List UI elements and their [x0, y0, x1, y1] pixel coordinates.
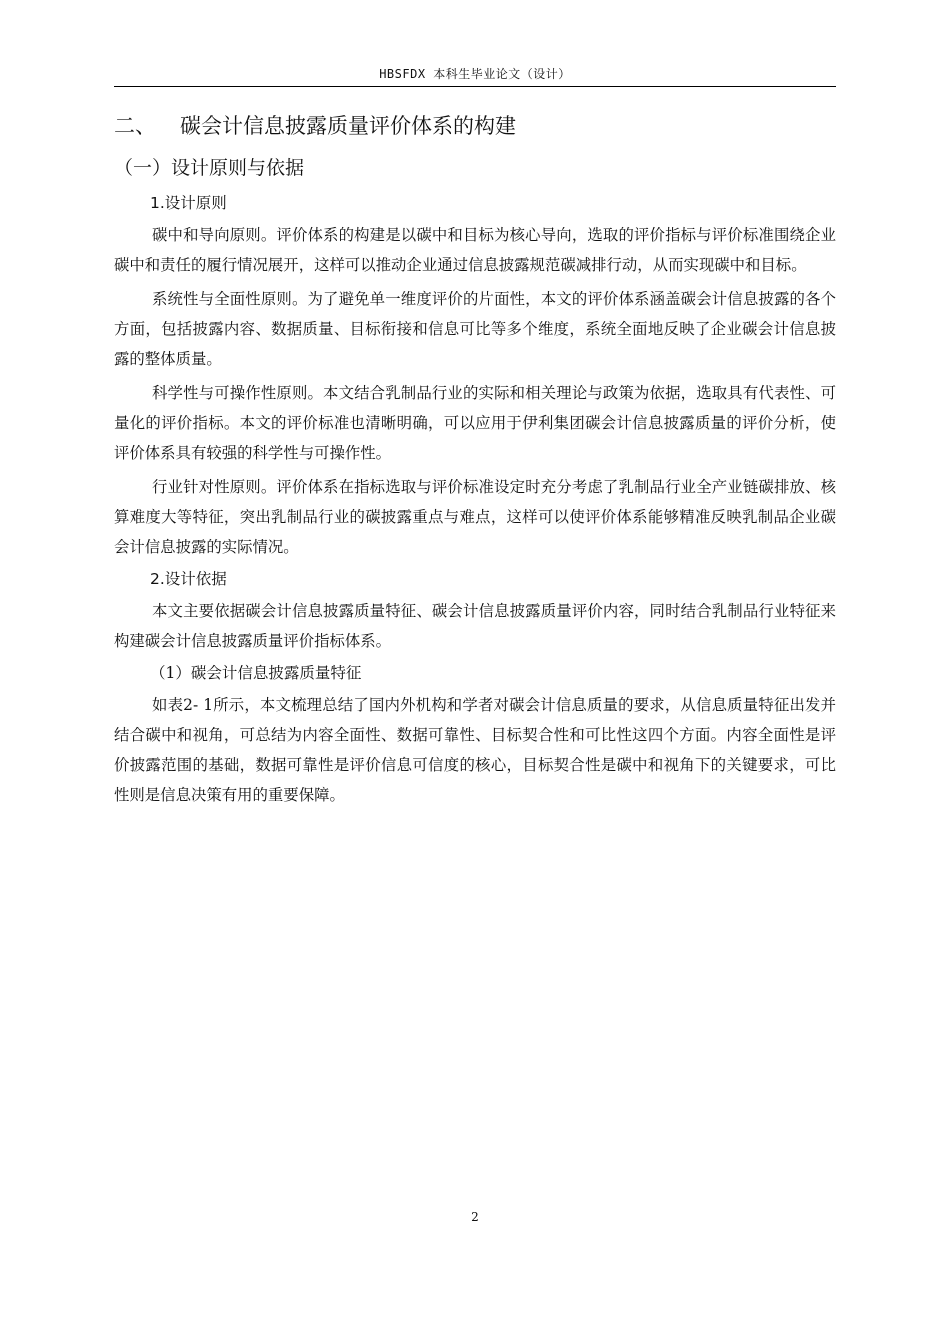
section-number: 二、: [114, 114, 156, 138]
part2-heading: 2.设计依据: [150, 570, 227, 588]
subsection-heading: （一）设计原则与依据: [114, 157, 305, 179]
running-header: HBSFDX 本科生毕业论文（设计）: [379, 67, 571, 81]
section-heading: [114, 108, 836, 144]
paragraph: 如表2- 1所示，本文梳理总结了国内外机构和学者对碳会计信息质量的要求，从信息质量特征出发并结合碳中和视角，可总结为内容全面性、数据可靠性、目标契合性和可比性这四个方面。内容全面性是评价披露范围的基础，数据可靠性是评价信息可信度的核心，目标契合性是碳中和视角下的关键要求，可比性则是信息决策有用的重要保障。: [114, 696, 836, 804]
section-title: 碳会计信息披露质量评价体系的构建: [180, 114, 516, 138]
paragraph: 行业针对性原则。评价体系在指标选取与评价标准设定时充分考虑了乳制品行业全产业链碳排放、核算难度大等特征，突出乳制品行业的碳披露重点与难点，这样可以使评价体系能够精准反映乳制品企业碳会计信息披露的实际情况。: [114, 478, 836, 556]
paragraph: 科学性与可操作性原则。本文结合乳制品行业的实际和相关理论与政策为依据，选取具有代表性、可量化的评价指标。本文的评价标准也清晰明确，可以应用于伊利集团碳会计信息披露质量的评价分析，使评价体系具有较强的科学性与可操作性。: [114, 384, 836, 462]
paragraph: 系统性与全面性原则。为了避免单一维度评价的片面性，本文的评价体系涵盖碳会计信息披露的各个方面，包括披露内容、数据质量、目标衔接和信息可比等多个维度，系统全面地反映了企业碳会计信息披露的整体质量。: [114, 290, 836, 368]
page-number: 2: [471, 1210, 479, 1224]
paragraph: 碳中和导向原则。评价体系的构建是以碳中和目标为核心导向，选取的评价指标与评价标准围绕企业碳中和责任的履行情况展开，这样可以推动企业通过信息披露规范碳减排行动，从而实现碳中和目标。: [114, 226, 836, 274]
item-heading: （1）碳会计信息披露质量特征: [150, 664, 362, 682]
page-body: [114, 108, 836, 814]
paragraph: 本文主要依据碳会计信息披露质量特征、碳会计信息披露质量评价内容，同时结合乳制品行业特征来构建碳会计信息披露质量评价指标体系。: [114, 602, 836, 650]
header-rule: [114, 86, 836, 87]
part1-heading: 1.设计原则: [150, 194, 227, 212]
